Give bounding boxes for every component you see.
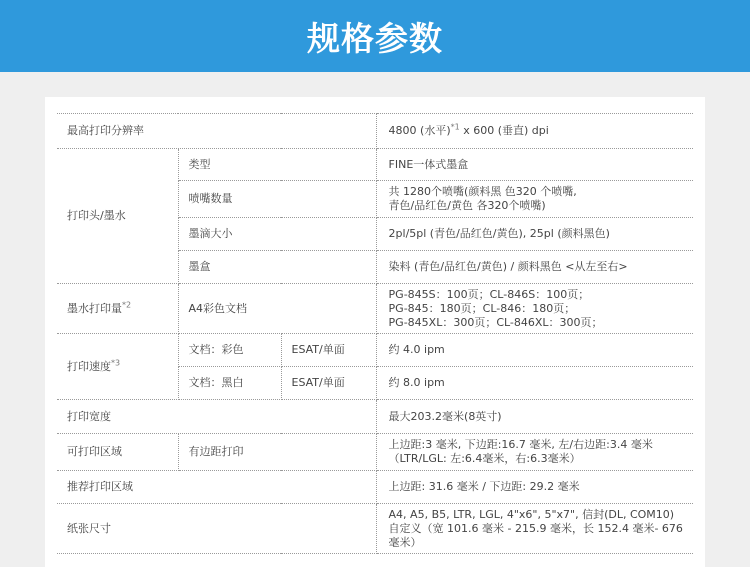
spec-sublabel-speed-mono: 文档：黑白 [178,367,281,400]
table-row [57,284,693,334]
spec-value-ink: 染料 (青色/品红色/黄色) / 颜料黑色 <从左至右> [376,251,693,284]
spec-value-paper: A4, A5, B5, LTR, LGL, 4"x6", 5"x7", 信封(DL, COM10) 自定义（宽 101.6 毫米 - 215.9 毫米，长 152.4 毫米- 676 毫米） [376,504,693,554]
table-row [57,334,693,367]
spec-value-yield: PG-845S：100页；CL-846S：100页； PG-845：180页；CL-846：180页； PG-845XL：300页；CL-846XL：300页； [376,284,693,334]
spec-label-resolution: 最高打印分辨率 [57,114,376,149]
spec-value-recommended: 上边距: 31.6 毫米 / 下边距: 29.2 毫米 [376,471,693,504]
spec-sublabel-droplet: 墨滴大小 [178,218,376,251]
spec-sublabel-nozzles: 喷嘴数量 [178,181,376,218]
spec-value-speed-color: 约 4.0 ipm [376,334,693,367]
spec-sublabel-yield: A4彩色文档 [178,284,376,334]
spec-value-type: FINE一体式墨盒 [376,149,693,181]
table-row [57,149,693,181]
page-title-banner [0,0,750,72]
spec-sublabel-ink: 墨盒 [178,251,376,284]
spec-value-width: 最大203.2毫米(8英寸) [376,400,693,434]
spec-label-area: 可打印区域 [57,434,178,471]
spec-label-yield: 墨水打印量$^{*2}$ [57,284,178,334]
spec-value-nozzles: 共 1280个喷嘴(颜料黑 色320 个喷嘴, 青色/品红色/黄色 各320个喷嘴) [376,181,693,218]
spec-standard-speed-mono: ESAT/单面 [281,367,376,400]
spec-table [57,113,693,554]
spec-value-area: 上边距:3 毫米, 下边距:16.7 毫米, 左/右边距:3.4 毫米 （LTR/LGL: 左:6.4毫米，右:6.3毫米） [376,434,693,471]
spec-value-droplet: 2pl/5pl (青色/品红色/黄色), 25pl (颜料黑色) [376,218,693,251]
spec-sublabel-area: 有边距打印 [178,434,376,471]
table-row [57,471,693,504]
spec-sublabel-speed-color: 文档：彩色 [178,334,281,367]
spec-label-recommended: 推荐打印区域 [57,471,376,504]
table-row [57,400,693,434]
spec-sublabel-type: 类型 [178,149,376,181]
spec-value-resolution: 4800 (水平)$^{*1}$ x 600 (垂直) dpi [376,114,693,149]
table-row [57,434,693,471]
spec-card [45,97,705,567]
table-row [57,114,693,149]
spec-label-speed: 打印速度$^{*3}$ [57,334,178,400]
spec-label-width: 打印宽度 [57,400,376,434]
spec-value-speed-mono: 约 8.0 ipm [376,367,693,400]
spec-label-printhead: 打印头/墨水 [57,149,178,284]
page-title: 规格参数 [307,18,443,58]
spec-label-paper: 纸张尺寸 [57,504,376,554]
spec-standard-speed-color: ESAT/单面 [281,334,376,367]
table-row [57,504,693,554]
